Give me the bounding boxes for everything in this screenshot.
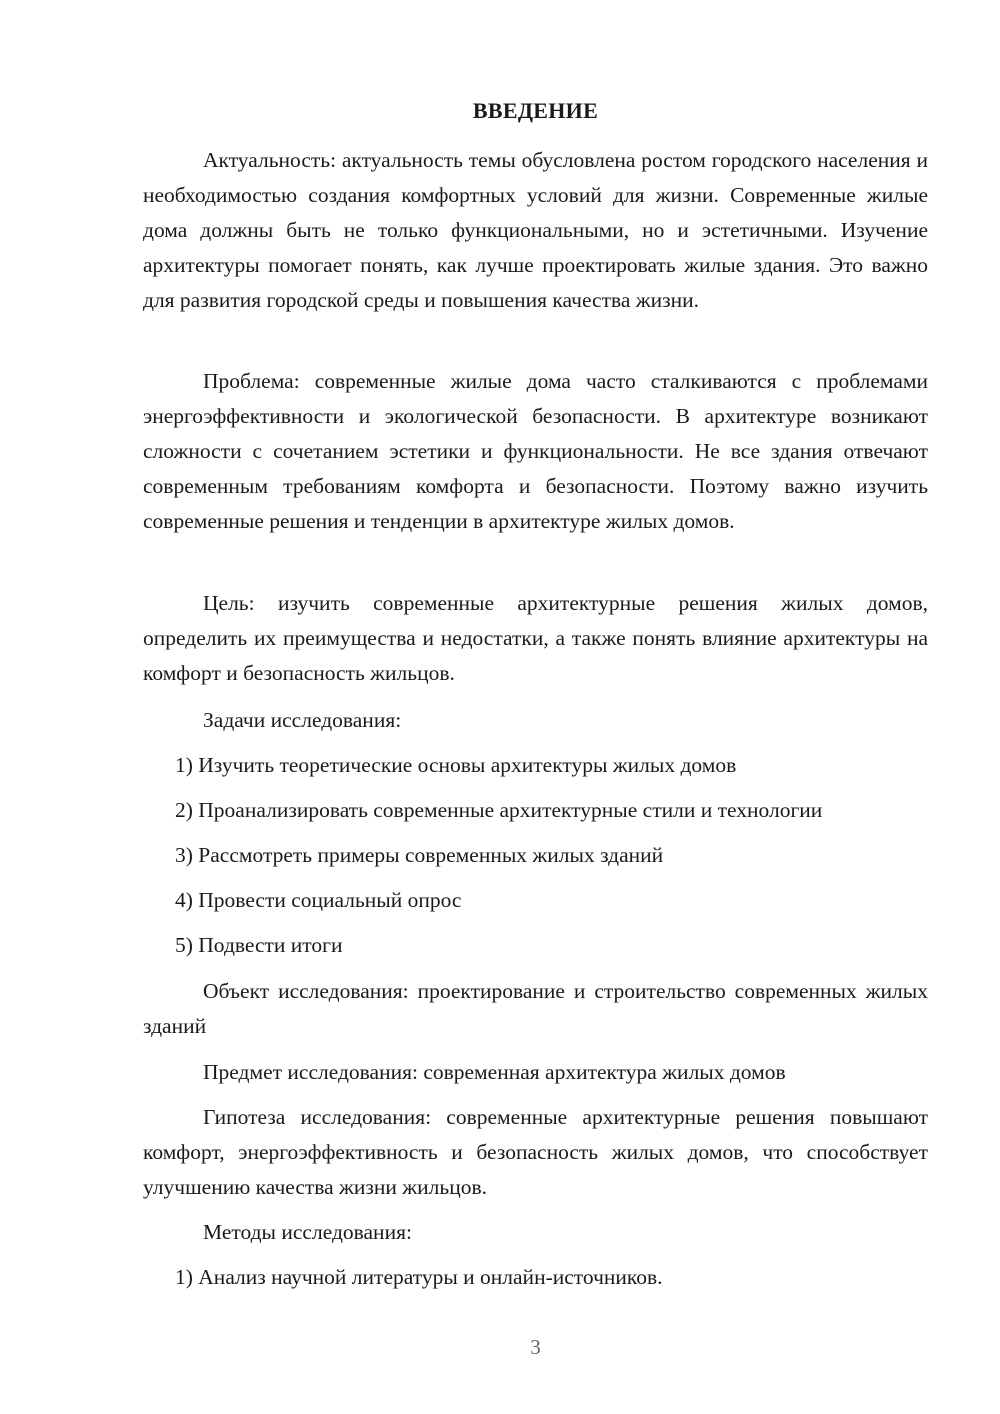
methods-heading: Методы исследования: bbox=[203, 1220, 412, 1244]
problem-paragraph: Проблема: современные жилые дома часто сталкиваются с проблемами энергоэффективности и экологической безопасности. В архитектуре возникают сложности с сочетанием эстетики и функциональности. Не все здания отвечают современным требованиям комфорта и безопасности. Поэтому важно изучить современные решения и тенденции в архитектуре жилых домов. bbox=[143, 369, 928, 533]
goal-paragraph: Цель: изучить современные архитектурные решения жилых домов, определить их преимущества и недостатки, а также понять влияние архитектуры на комфорт и безопасность жильцов. bbox=[143, 591, 928, 685]
task-item-4: 4) Провести социальный опрос bbox=[175, 888, 462, 912]
method-item-1: 1) Анализ научной литературы и онлайн-источников. bbox=[175, 1265, 663, 1289]
subject-line: Предмет исследования: современная архитектура жилых домов bbox=[203, 1060, 786, 1084]
document-title: ВВЕДЕНИЕ bbox=[472, 98, 599, 123]
relevance-paragraph: Актуальность: актуальность темы обусловлена ростом городского населения и необходимостью создания комфортных условий для жизни. Современные жилые дома должны быть не только функциональными, но и эстетичными. Изучение архитектуры помогает понять, как лучше проектировать жилые здания. Это важно для развития городской среды и повышения качества жизни. bbox=[143, 148, 928, 312]
hypothesis-paragraph: Гипотеза исследования: современные архитектурные решения повышают комфорт, энергоэффективность и безопасность жилых домов, что способствует улучшению качества жизни жильцов. bbox=[143, 1105, 928, 1199]
task-item-1: 1) Изучить теоретические основы архитектуры жилых домов bbox=[175, 753, 737, 777]
task-item-3: 3) Рассмотреть примеры современных жилых зданий bbox=[175, 843, 664, 867]
object-paragraph: Объект исследования: проектирование и строительство современных жилых зданий bbox=[143, 979, 928, 1038]
page-number: 3 bbox=[530, 1335, 541, 1359]
task-item-5: 5) Подвести итоги bbox=[175, 933, 343, 957]
task-item-2: 2) Проанализировать современные архитектурные стили и технологии bbox=[175, 798, 823, 822]
tasks-heading: Задачи исследования: bbox=[203, 708, 402, 732]
